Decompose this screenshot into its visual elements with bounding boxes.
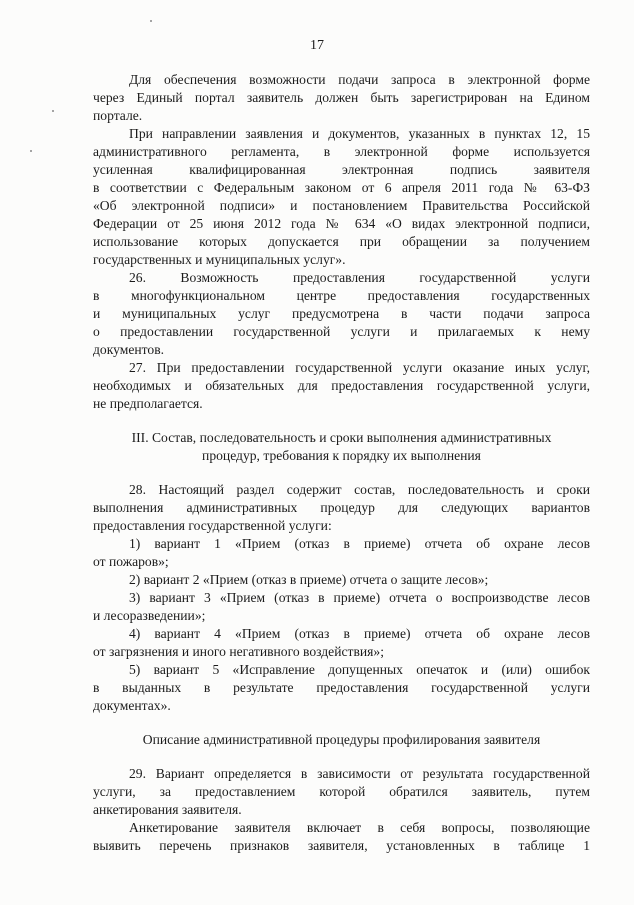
text-line: 1) вариант 1 «Прием (отказ в приеме) отчета об охране лесов [129,536,590,551]
text-line: документах». [93,698,171,713]
text-line: административного регламента, в электронной форме используется [93,144,590,159]
text-line: от загрязнения и иного негативного воздействия»; [93,644,384,659]
text-line: услуги, за предоставлением которой обратился заявитель, путем [93,784,590,799]
text-line: 5) вариант 5 «Исправление допущенных опечаток и (или) ошибок [129,662,590,677]
text-line: выполнения административных процедур для следующих вариантов [93,500,590,515]
section-heading: III. Состав, последовательность и сроки выполнения административных [131,430,552,445]
scan-speck [30,150,32,152]
text-line: усиленная квалифицированная электронная подпись заявителя [93,162,590,177]
text-line: портале. [93,108,143,123]
text-line: использование которых допускается при обращении за получением [93,234,590,249]
text-line: о предоставлении государственной услуги и прилагаемых к нему [93,324,590,339]
text-line: 26. Возможность предоставления государственной услуги [129,270,590,285]
text-line: Федерации от 25 июня 2012 года № 634 «О видах электронной подписи, [93,216,590,231]
text-line: не предполагается. [93,396,203,411]
text-line: через Единый портал заявитель должен быть зарегистрирован на Едином [93,90,590,105]
text-line: «Об электронной подписи» и постановлением Правительства Российской [93,198,590,213]
section-heading: процедур, требования к порядку их выполнения [202,448,481,463]
text-line: и лесоразведении»; [93,608,206,623]
text-line: необходимых и обязательных для предоставления государственной услуги, [93,378,590,393]
text-line: в соответствии с Федеральным законом от 6 апреля 2011 года № 63-ФЗ [93,180,590,195]
text-line: документов. [93,342,165,357]
text-line: выявить перечень признаков заявителя, установленных в таблице 1 [93,838,590,853]
section-heading: Описание административной процедуры профилирования заявителя [142,732,541,747]
scan-speck [52,110,54,112]
text-line: от пожаров»; [93,554,169,569]
scan-speck [150,20,152,22]
text-line: государственных и муниципальных услуг». [93,252,346,267]
text-line: 4) вариант 4 «Прием (отказ в приеме) отчета об охране лесов [129,626,590,641]
text-line: Анкетирование заявителя включает в себя вопросы, позволяющие [129,820,590,835]
text-line: 28. Настоящий раздел содержит состав, последовательность и сроки [129,482,590,497]
page-number: 17 [310,38,324,53]
text-line: При направлении заявления и документов, указанных в пунктах 12, 15 [129,126,590,141]
text-line: в многофункциональном центре предоставления государственных [93,288,590,303]
text-line: предоставления государственной услуги: [93,518,332,533]
text-line: Для обеспечения возможности подачи запроса в электронной форме [129,72,590,87]
text-line: анкетирования заявителя. [93,802,242,817]
text-line: и муниципальных услуг предусмотрена в части подачи запроса [93,306,590,321]
text-line: в выданных в результате предоставления государственной услуги [93,680,590,695]
text-line: 27. При предоставлении государственной услуги оказание иных услуг, [129,360,590,375]
text-line: 3) вариант 3 «Прием (отказ в приеме) отчета о воспроизводстве лесов [129,590,590,605]
text-line: 29. Вариант определяется в зависимости от результата государственной [129,766,590,781]
text-line: 2) вариант 2 «Прием (отказ в приеме) отчета о защите лесов»; [129,572,489,587]
